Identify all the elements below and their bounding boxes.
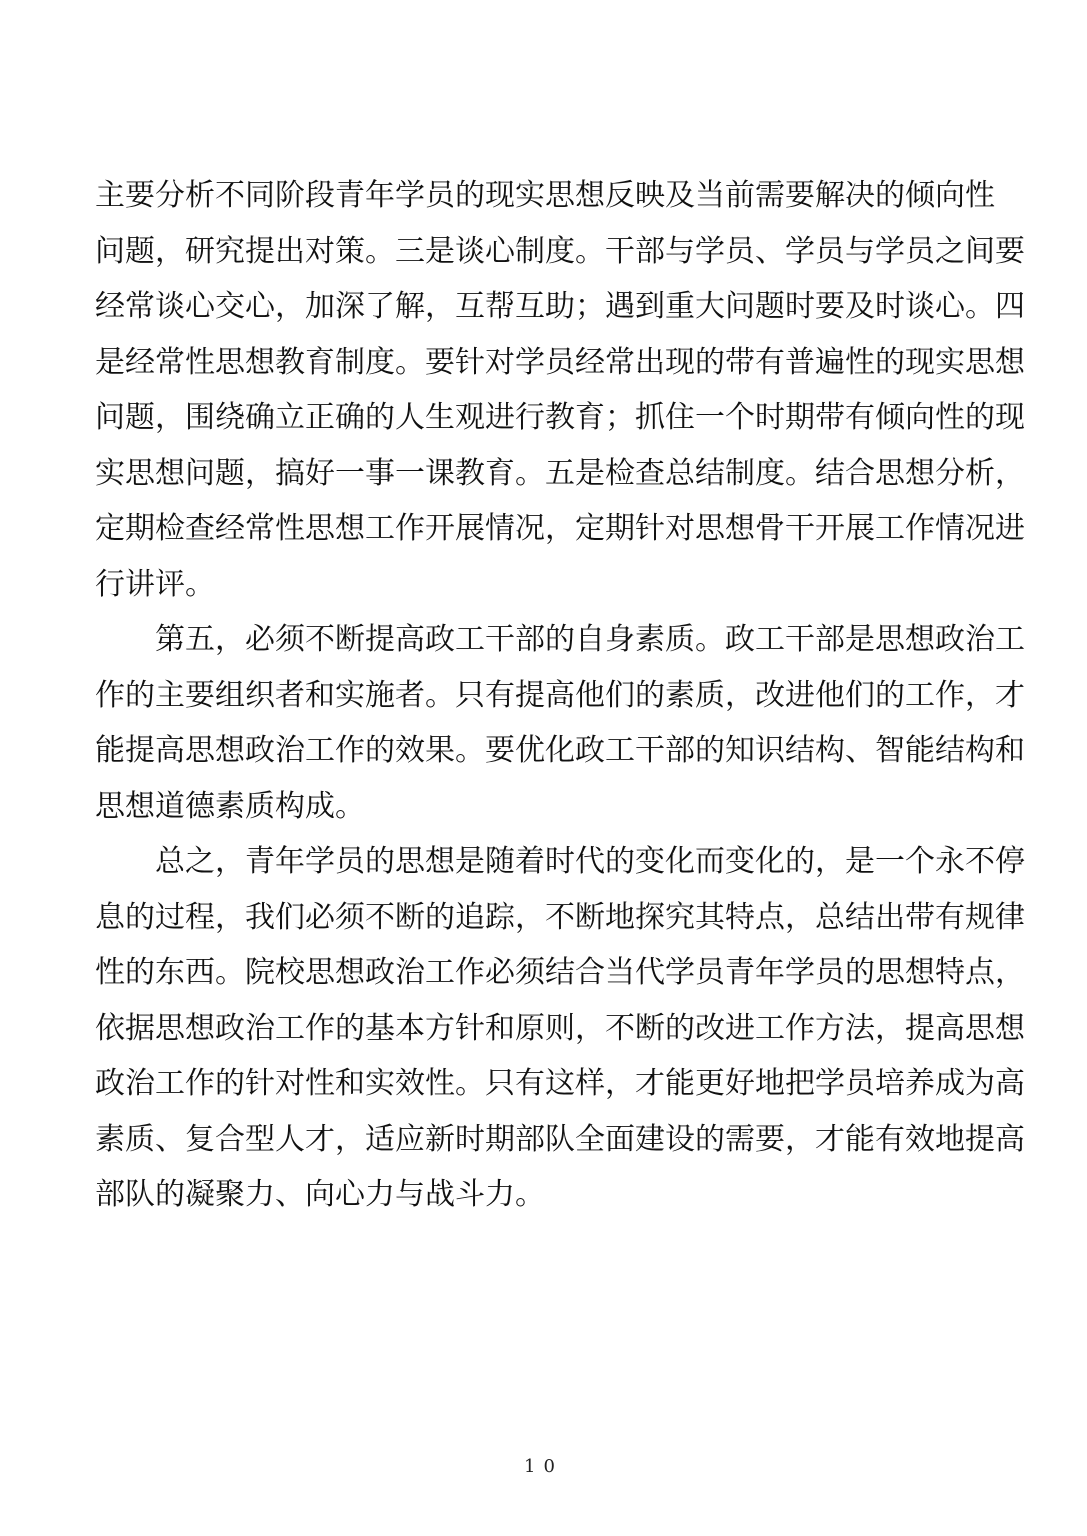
text-line: 第五，必须不断提高政工干部的自身素质。政工干部是思想政治工 bbox=[95, 622, 1025, 657]
text-line: 政治工作的针对性和实效性。只有这样，才能更好地把学员培养成为高 bbox=[95, 1066, 1025, 1101]
body-text bbox=[95, 168, 1025, 1223]
text-line: 是经常性思想教育制度。要针对学员经常出现的带有普遍性的现实思想 bbox=[95, 344, 1025, 380]
text-line: 依据思想政治工作的基本方针和原则，不断的改进工作方法，提高思想 bbox=[95, 1010, 1025, 1046]
text-line: 作的主要组织者和实施者。只有提高他们的素质，改进他们的工作，才 bbox=[95, 677, 1025, 713]
text-line: 息的过程，我们必须不断的追踪，不断地探究其特点，总结出带有规律 bbox=[95, 899, 1025, 935]
text-line: 能提高思想政治工作的效果。要优化政工干部的知识结构、智能结构和 bbox=[95, 733, 1025, 768]
text-line: 性的东西。院校思想政治工作必须结合当代学员青年学员的思想特点， bbox=[95, 955, 1025, 990]
text-line: 行讲评。 bbox=[95, 566, 215, 602]
text-line: 部队的凝聚力、向心力与战斗力。 bbox=[95, 1177, 545, 1212]
text-line: 思想道德素质构成。 bbox=[95, 788, 365, 824]
text-line: 素质、复合型人才，适应新时期部队全面建设的需要，才能有效地提高 bbox=[95, 1121, 1025, 1157]
text-line: 问题，围绕确立正确的人生观进行教育；抓住一个时期带有倾向性的现 bbox=[95, 400, 1025, 435]
text-line: 定期检查经常性思想工作开展情况，定期针对思想骨干开展工作情况进 bbox=[95, 511, 1025, 546]
text-line: 经常谈心交心，加深了解，互帮互助；遇到重大问题时要及时谈心。四 bbox=[95, 289, 1025, 324]
text-line: 主要分析不同阶段青年学员的现实思想反映及当前需要解决的倾向性 bbox=[95, 178, 995, 213]
text-line: 总之，青年学员的思想是随着时代的变化而变化的，是一个永不停 bbox=[95, 844, 1025, 879]
text-line: 实思想问题，搞好一事一课教育。五是检查总结制度。结合思想分析， bbox=[95, 455, 1025, 491]
text-line: 问题，研究提出对策。三是谈心制度。干部与学员、学员与学员之间要 bbox=[95, 233, 1025, 269]
page-number: 10 bbox=[524, 1456, 563, 1477]
